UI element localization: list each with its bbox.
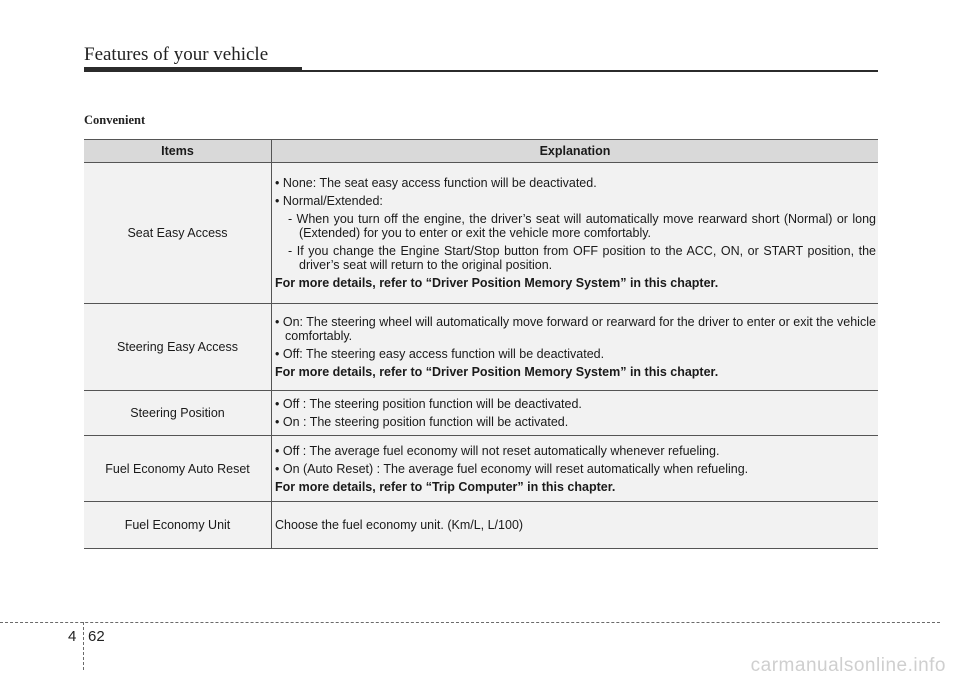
explanation-line: • Off : The average fuel economy will not reset automatically whenever refueling.: [275, 443, 720, 458]
table-row: [84, 502, 878, 549]
explanation-line: • On: The steering wheel will automatically move forward or rearward for the driver to enter or exit the vehicle comfortably.: [275, 315, 876, 343]
table-row: [84, 304, 878, 391]
explanation-line: - When you turn off the engine, the driver’s seat will automatically move rearward short (Normal) or long (Extended) for you to enter or exit the vehicle more comfortably.: [288, 212, 876, 240]
reference-note: For more details, refer to “Driver Position Memory System” in this chapter.: [275, 276, 719, 290]
explanation-cell: [272, 502, 879, 549]
item-steering-position: Steering Position: [84, 391, 272, 436]
explanation-line: • Normal/Extended:: [275, 194, 383, 208]
features-table: [84, 139, 878, 549]
explanation-cell: [272, 163, 879, 304]
header-bar: [84, 67, 302, 72]
explanation-line: • Off : The steering position function will be deactivated.: [275, 397, 582, 411]
explanation-cell: [272, 436, 879, 502]
section-title: Convenient: [84, 113, 146, 127]
explanation-line: • Off: The steering easy access function will be deactivated.: [275, 347, 605, 361]
header-title: Features of your vehicle: [84, 44, 269, 65]
explanation-cell: [272, 304, 879, 391]
reference-note: For more details, refer to “Trip Computer” in this chapter.: [275, 479, 616, 494]
table-row: [84, 163, 878, 304]
reference-note: For more details, refer to “Driver Position Memory System” in this chapter.: [275, 365, 719, 379]
explanation-line: • On : The steering position function will be activated.: [275, 415, 569, 429]
watermark: carmanualsonline.info: [750, 655, 946, 676]
explanation-line: • On (Auto Reset) : The average fuel economy will reset automatically when refueling.: [275, 461, 749, 476]
explanation-line: • None: The seat easy access function will be deactivated.: [275, 176, 597, 190]
item-fuel-economy-unit: Fuel Economy Unit: [84, 502, 272, 549]
section-number: 4: [68, 628, 77, 645]
header-rule: [302, 70, 878, 72]
item-seat-easy-access: Seat Easy Access: [84, 163, 272, 304]
explanation-line: - If you change the Engine Start/Stop button from OFF position to the ACC, ON, or START position, the driver’s seat will return to the original position.: [288, 244, 876, 272]
item-fuel-economy-auto-reset: Fuel Economy Auto Reset: [84, 436, 272, 502]
table-row: [84, 391, 878, 436]
table-header-row: [84, 140, 878, 163]
footer-rule: [0, 622, 940, 623]
table-row: [84, 436, 878, 502]
explanation-line: Choose the fuel economy unit. (Km/L, L/100): [275, 518, 524, 532]
column-header-items: Items: [84, 140, 272, 163]
page-number: 62: [88, 628, 105, 645]
item-steering-easy-access: Steering Easy Access: [84, 304, 272, 391]
explanation-cell: [272, 391, 879, 436]
footer-divider: [83, 622, 84, 670]
column-header-explanation: Explanation: [272, 140, 879, 163]
